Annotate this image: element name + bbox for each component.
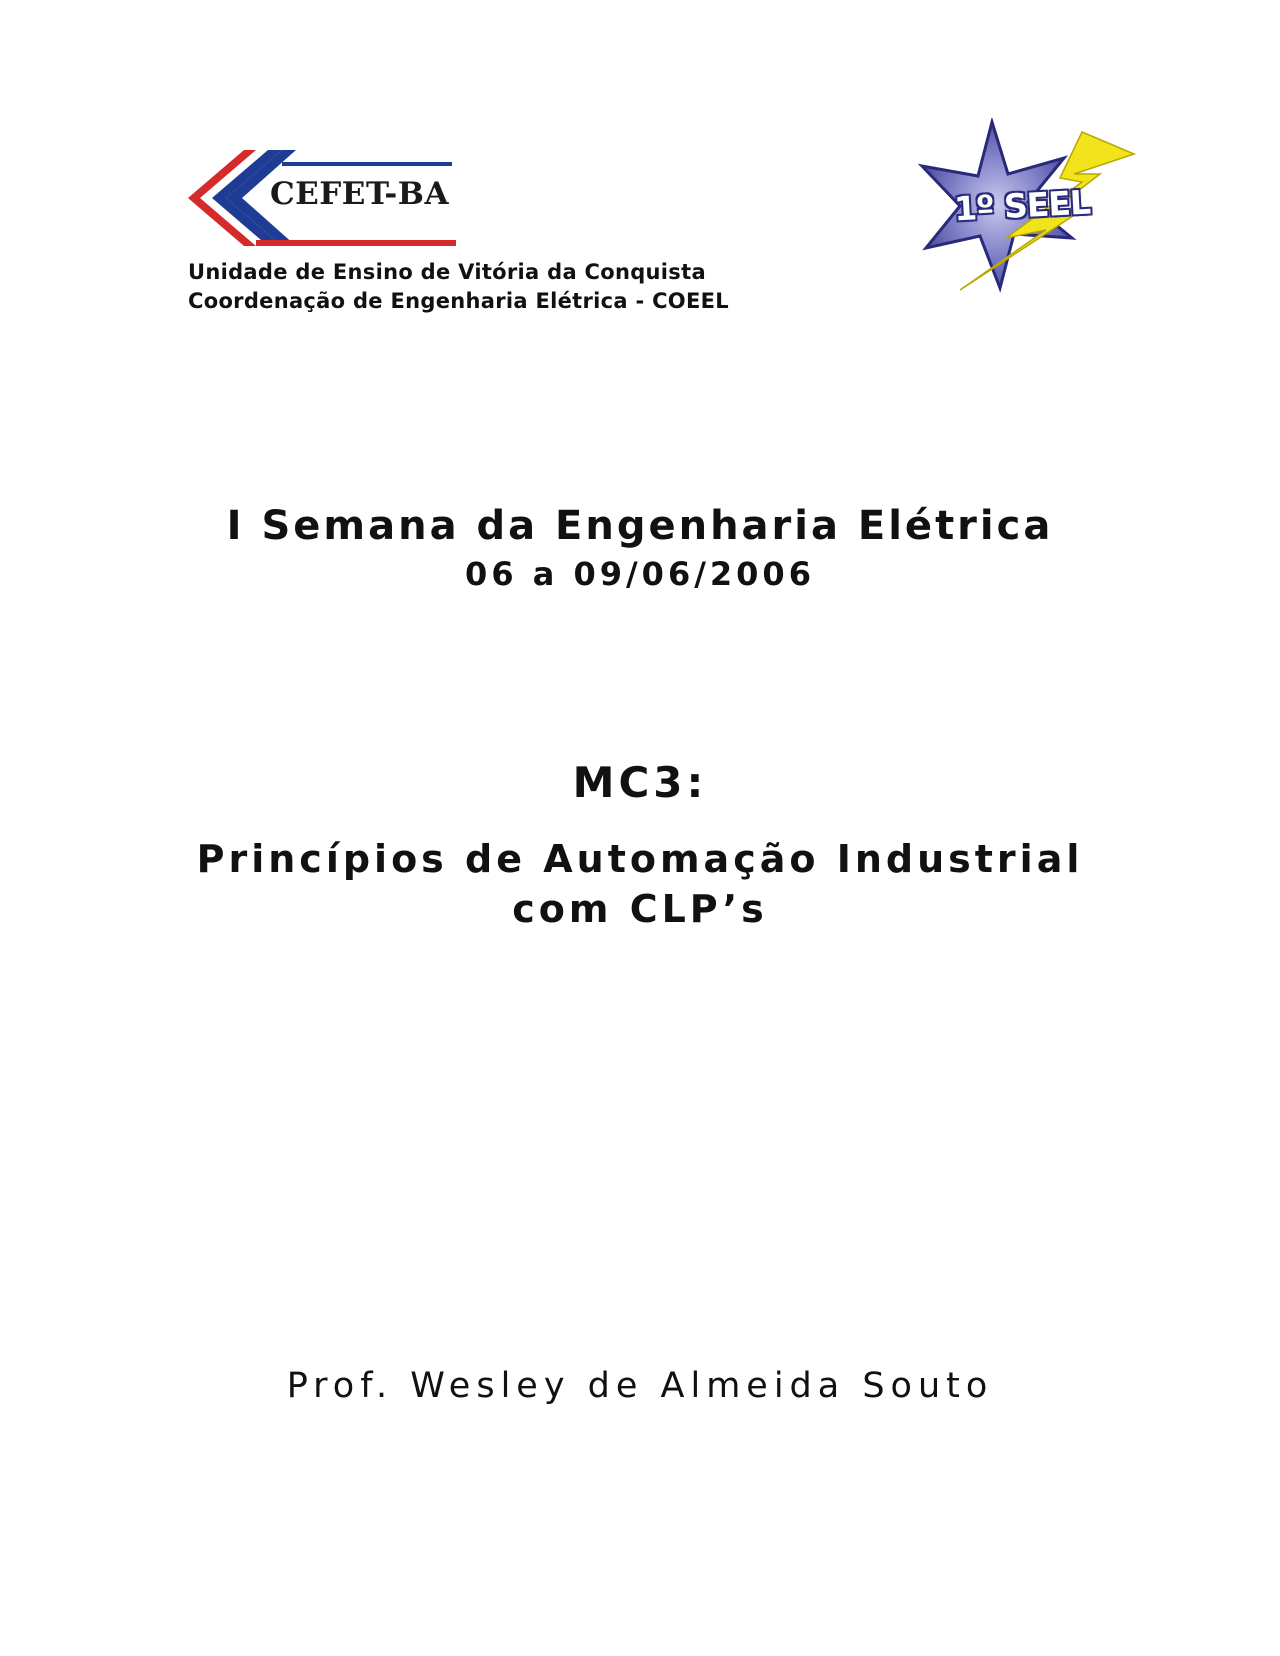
- cefet-logo: [186, 148, 466, 248]
- course-title-line-2: com CLP’s: [512, 887, 768, 931]
- seel-logo: [896, 118, 1136, 308]
- coordination-name: Coordenação de Engenharia Elétrica - COEEL: [188, 289, 729, 313]
- cefet-logo-text: CEFET-BA: [270, 176, 449, 212]
- event-dates: 06 a 09/06/2006: [465, 555, 815, 593]
- seel-logo-text: 1º SEEL: [953, 182, 1091, 229]
- author-name: Prof. Wesley de Almeida Souto: [286, 1366, 994, 1406]
- course-code: MC3:: [572, 758, 708, 807]
- unit-name: Unidade de Ensino de Vitória da Conquista: [188, 260, 706, 284]
- event-title: I Semana da Engenharia Elétrica: [226, 503, 1054, 549]
- course-title: [0, 834, 1280, 934]
- course-title-line-1: Princípios de Automação Industrial: [196, 837, 1084, 881]
- institution-info: [188, 258, 729, 316]
